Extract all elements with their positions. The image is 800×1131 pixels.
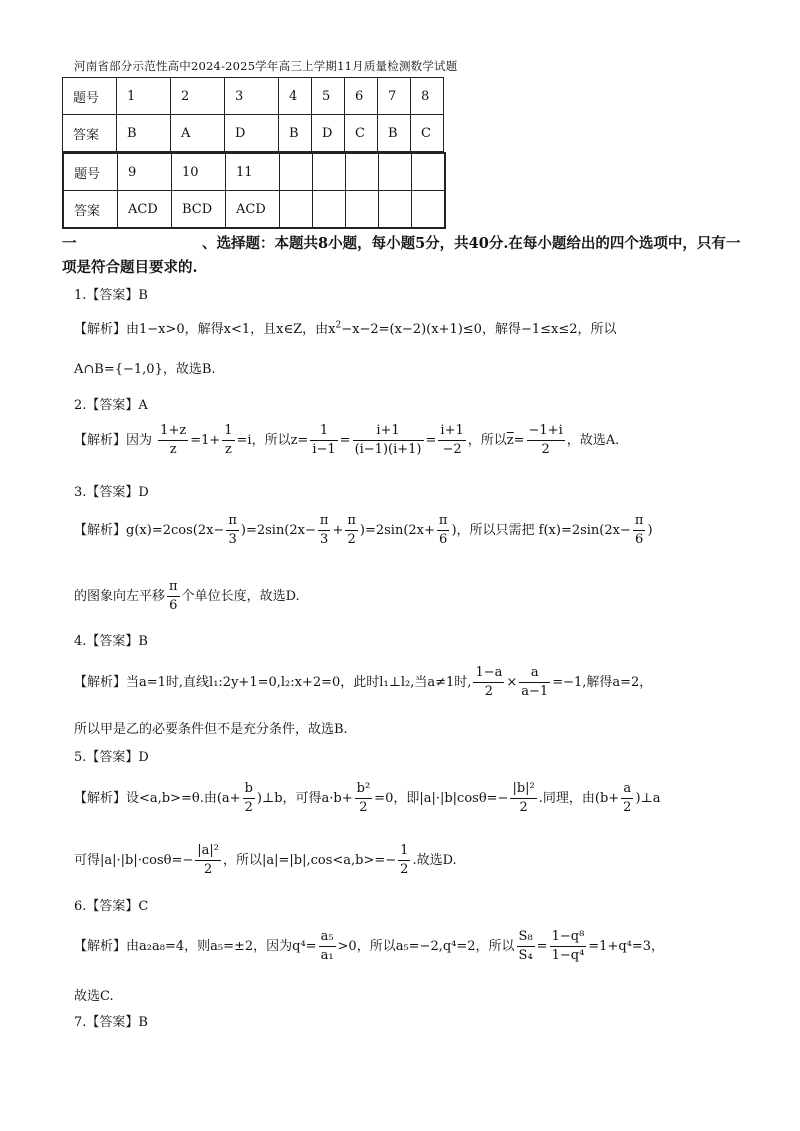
answer-cell (280, 191, 313, 229)
question-number-cell (379, 153, 412, 191)
question-number-cell (280, 153, 313, 191)
question-number-cell: 3 (225, 78, 279, 115)
q2-text-1: 因为 (126, 433, 153, 448)
q6-text-4: =1+q⁴=3， (588, 939, 665, 954)
q2-answer-label: 2.【答案】A (74, 398, 148, 413)
q2-fraction-6: $\frac{-1+i}{2}$ (528, 423, 563, 457)
q4-fraction-2: $\frac{a}{a-1}$ (521, 665, 549, 699)
answer-cell (346, 191, 379, 229)
q5-fraction-normb: $\frac{\text{|b|²}}{2}$ (512, 781, 535, 815)
q1-text-3: A∩B={−1,0}，故选B. (74, 362, 216, 377)
q5-fraction-norma: $\frac{\text{|a|²}}{2}$ (197, 843, 219, 877)
q1-text-1: 由1−x>0，解得x<1，且x∈Z，由x (126, 322, 336, 337)
question-number-cell: 9 (118, 153, 172, 191)
question-number-cell (346, 153, 379, 191)
header-label-cell: 题号 (63, 78, 117, 115)
q3-answer-label: 3.【答案】D (74, 485, 149, 500)
q5-analysis-line-1 (74, 780, 661, 817)
q3-text-3: + (332, 523, 344, 538)
q2-text-6: ，所以 (467, 433, 507, 448)
question-number-cell: 11 (226, 153, 280, 191)
q2-fraction-3: $\frac{1}{i-1}$ (312, 423, 336, 457)
q6-text-3: = (536, 939, 548, 954)
analysis-label: 【解析】 (74, 675, 127, 690)
answer-table-1-number-row (63, 78, 444, 115)
answer-label-cell: 答案 (63, 191, 118, 229)
q5-fraction-a-2: $\frac{a}{2}$ (623, 781, 632, 815)
section-number: 一 (62, 235, 77, 252)
q3-text-6: ) (647, 523, 653, 538)
section-heading-text: 、选择题：本题共8小题，每小题5分，共40分.在每小题给出的四个选项中，只有一项是符合题目要求的. (62, 235, 741, 276)
q3-fraction-pi-3: $\frac{\pi}{3}$ (228, 513, 237, 547)
q3-text-7: 的图象向左平移 (74, 589, 166, 604)
q3-text-4: )=2sin(2x+ (359, 523, 435, 538)
q3-fraction-pi-3b: $\frac{\pi}{3}$ (319, 513, 329, 547)
q4-analysis-line-1 (74, 664, 652, 701)
q3-analysis-line-2 (74, 578, 300, 615)
q2-fraction-4: $\frac{i+1}{(i-1)(i+1)}$ (354, 423, 422, 457)
q4-fraction-1: $\frac{1-a}{2}$ (475, 665, 503, 699)
q4-text-1: 当a=1时,直线l₁:2y+1=0,l₂:x+2=0，此时l₁⊥l₂,当a≠1时, (126, 675, 472, 690)
q4-analysis-line-2: 所以甲是乙的必要条件但不是充分条件，故选B. (74, 722, 348, 737)
question-number-cell: 1 (117, 78, 171, 115)
answer-table-2-number-row (63, 153, 445, 191)
q5-text-7: ，所以|a|=|b|,cos<a,b>=− (222, 853, 397, 868)
question-number-cell: 8 (411, 78, 444, 115)
q2-fraction-1: $\frac{1+z}{z}$ (160, 423, 187, 457)
analysis-label: 【解析】 (74, 523, 127, 538)
q1-analysis-line-1: 【解析】由1−x>0，解得x<1，且x∈Z，由$x^2-x-2=(x-2)(x+1)\le 0$，解得−1≤x≤2，所以 (74, 320, 617, 337)
question-number-cell: 5 (312, 78, 345, 115)
answer-cell: ACD (226, 191, 280, 229)
q5-text-4: .同理，由(b+ (538, 791, 620, 806)
q3-text-8: 个单位长度，故选D. (181, 589, 300, 604)
q2-text-8: ，故选A. (566, 433, 620, 448)
answer-cell: C (411, 115, 444, 152)
q5-text-6: 可得|a|·|b|·cosθ=− (74, 853, 194, 868)
q1-analysis-line-2 (74, 358, 216, 377)
answer-table-2-answer-row (63, 191, 445, 229)
q5-text-2: )⊥b，可得a·b+ (256, 791, 353, 806)
answer-table-2 (62, 152, 446, 229)
q2-text-3: =i，所以z= (236, 433, 309, 448)
q6-text-2: >0，所以a₅=−2,q⁴=2，所以 (337, 939, 515, 954)
q1-answer-label: 1.【答案】B (74, 288, 148, 303)
q5-text-5: )⊥a (635, 791, 661, 806)
answer-cell: C (345, 115, 378, 152)
q2-text-7: = (513, 433, 525, 448)
q5-text-1: 设<a,b>=θ.由(a+ (126, 791, 241, 806)
q1-text-2: −x−2=(x−2)(x+1)≤0，解得−1≤x≤2，所以 (341, 322, 617, 337)
q5-analysis-line-2 (74, 842, 457, 879)
q5-fraction-b-2: $\frac{b}{2}$ (244, 781, 253, 815)
analysis-label: 【解析】 (74, 791, 127, 806)
q3-fraction-pi-2: $\frac{\pi}{2}$ (347, 513, 356, 547)
q6-fraction-1: $\frac{\text{a₅}}{\text{a₁}}$ (320, 929, 334, 963)
q2-text-5: = (425, 433, 437, 448)
analysis-label: 【解析】 (74, 322, 127, 337)
question-number-cell: 10 (172, 153, 226, 191)
document-title: 河南省部分示范性高中2024-2025学年高三上学期11月质量检测数学试题 (74, 59, 458, 73)
q5-answer-label: 5.【答案】D (74, 750, 149, 765)
q3-text-5: )，所以只需把 f(x)=2sin(2x− (451, 523, 631, 538)
question-number-cell: 6 (345, 78, 378, 115)
analysis-label: 【解析】 (74, 433, 127, 448)
answer-cell: B (117, 115, 171, 152)
q2-fraction-2: $\frac{1}{z}$ (224, 423, 233, 457)
answer-cell: ACD (118, 191, 172, 229)
q6-analysis-line-1 (74, 928, 664, 965)
q3-fraction-shift: $\frac{\pi}{6}$ (169, 579, 178, 613)
q6-fraction-2: $\frac{\text{S₈}}{\text{S₄}}$ (518, 929, 533, 963)
q2-text-4: = (339, 433, 351, 448)
q3-text-1: g(x)=2cos(2x− (126, 523, 225, 538)
q7-answer-label: 7.【答案】B (74, 1015, 148, 1030)
section-heading (62, 232, 742, 280)
q3-fraction-pi-6b: $\frac{\pi}{6}$ (634, 513, 644, 547)
q4-answer-label: 4.【答案】B (74, 634, 148, 649)
answer-cell: B (279, 115, 312, 152)
question-number-cell (412, 153, 446, 191)
answer-cell: D (225, 115, 279, 152)
header-label-cell: 题号 (63, 153, 118, 191)
q4-text-2: =−1,解得a=2， (552, 675, 653, 690)
q5-fraction-half: $\frac{1}{2}$ (400, 843, 409, 877)
answer-cell: BCD (172, 191, 226, 229)
q6-analysis-line-2: 故选C. (74, 989, 114, 1004)
q6-text-1: 由a₂a₈=4，则a₅=±2，因为q⁴= (126, 939, 317, 954)
answer-label-cell: 答案 (63, 115, 117, 152)
answer-table-1-answer-row (63, 115, 444, 152)
question-number-cell: 4 (279, 78, 312, 115)
q5-text-8: .故选D. (412, 853, 457, 868)
q3-text-2: )=2sin(2x− (240, 523, 316, 538)
q3-analysis-line-1 (74, 512, 653, 549)
answer-table-1 (62, 77, 444, 152)
q2-text-2: =1+ (190, 433, 221, 448)
q3-fraction-pi-6: $\frac{\pi}{6}$ (438, 513, 448, 547)
question-number-cell: 7 (378, 78, 411, 115)
answer-cell (379, 191, 412, 229)
question-number-cell: 2 (171, 78, 225, 115)
answer-cell (412, 191, 446, 229)
answer-cell: B (378, 115, 411, 152)
q6-fraction-3: $\frac{\text{1−q⁸}}{\text{1−q⁴}}$ (551, 929, 585, 963)
q5-fraction-b2-2: $\frac{\text{b²}}{2}$ (356, 781, 371, 815)
q2-analysis (74, 422, 619, 459)
q2-z-conjugate: $\overline{z}$ (506, 433, 514, 448)
analysis-label: 【解析】 (74, 939, 127, 954)
q5-text-3: =0，即|a|·|b|cosθ=− (374, 791, 509, 806)
q2-fraction-5: $\frac{i+1}{-2}$ (440, 423, 464, 457)
q6-answer-label: 6.【答案】C (74, 899, 149, 914)
question-number-cell (313, 153, 346, 191)
answer-cell: A (171, 115, 225, 152)
answer-cell (313, 191, 346, 229)
q4-times: × (506, 675, 518, 690)
answer-cell: D (312, 115, 345, 152)
